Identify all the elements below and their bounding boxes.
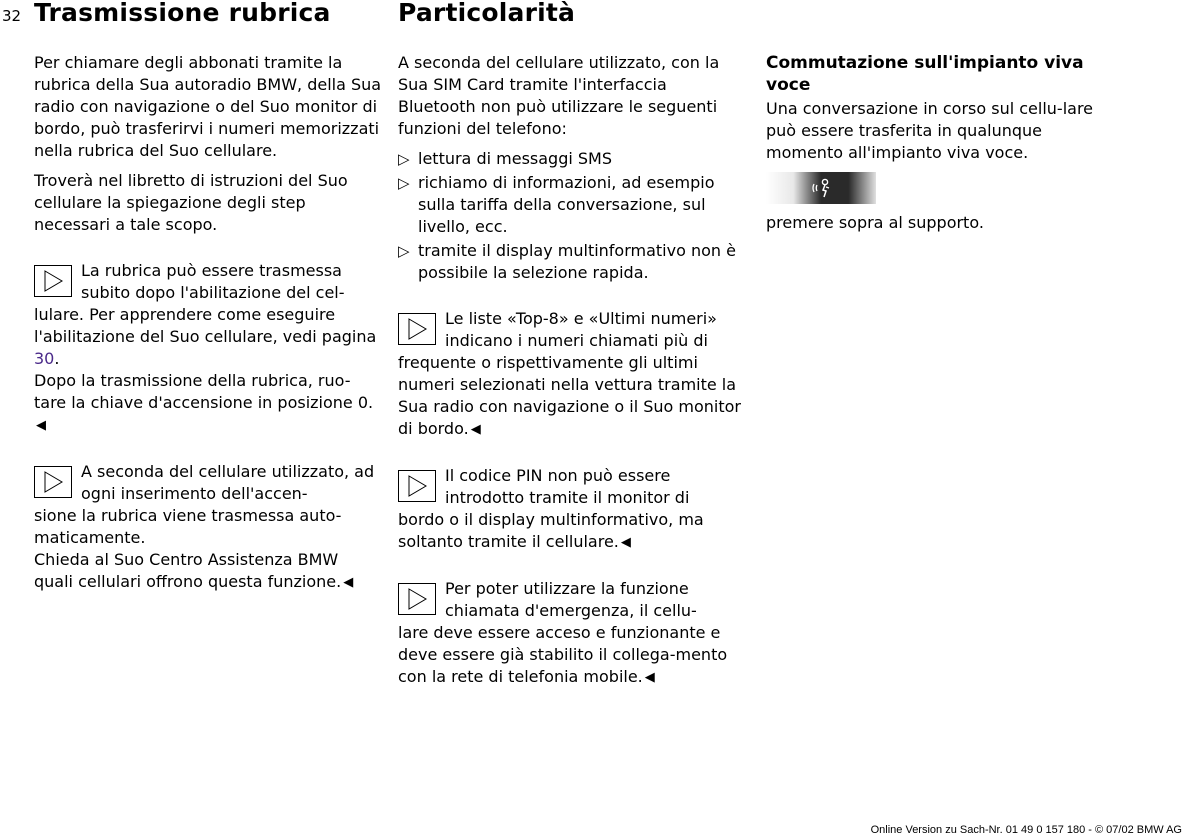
note-triangle-icon [398,583,436,615]
note-text: lare deve essere acceso e funzionante e deve essere già stabilito il collega-mento con la rete di telefonia mobile. ◀ [398,622,748,689]
talk-icon [810,176,834,200]
note-text: frequente o rispettivamente gli ultimi numeri selezionati nella vettura tramite la Sua radio con navigazione o il Suo monitor di bordo. ◀ [398,352,748,441]
footer-text: Online Version zu Sach-Nr. 01 49 0 157 180 - © 07/02 BMW AG [870,824,1182,836]
note-text: Il codice PIN non può essere introdotto tramite il monitor di [445,466,690,507]
end-mark-icon: ◀ [343,575,354,590]
bullet-list [398,148,748,284]
note-text: bordo o il display multinformativo, ma soltanto tramite il cellulare. ◀ [398,509,748,554]
note-text: Dopo la trasmissione della rubrica, ruo-tare la chiave d'accensione in posizione 0.◀ [34,370,382,437]
note-triangle-icon [398,313,436,345]
end-mark-icon: ◀ [470,422,481,437]
bullet-arrow-icon: ▷ [398,242,410,260]
note-block [34,461,382,594]
handsfree-button-image [766,172,876,204]
bullet-arrow-icon: ▷ [398,174,410,192]
left-column [34,52,382,594]
subsection-title: Commutazione sull'impianto viva voce [766,53,1084,95]
note-text: Per poter utilizzare la funzione chiamata d'emergenza, il cellu- [445,579,697,620]
note-triangle-icon [34,265,72,297]
note-text: Le liste «Top-8» e «Ultimi numeri» indicano i numeri chiamati più di [445,309,717,350]
note-block [398,578,748,689]
section-title-phonebook: Trasmissione rubrica [34,0,331,27]
note-block [398,308,748,441]
note-text: sione la rubrica viene trasmessa auto-maticamente. [34,506,342,547]
list-item: ▷ lettura di messaggi SMS [398,149,612,168]
paragraph: A seconda del cellulare utilizzato, con la Sua SIM Card tramite l'interfaccia Bluetooth non può utilizzare le seguenti funzioni del telefono: [398,53,720,138]
middle-column [398,52,748,689]
note-text: La rubrica può essere trasmessa subito dopo l'abilitazione del cel- [81,261,345,302]
page-number: 32 [2,7,22,25]
note-block [34,260,382,437]
note-triangle-icon [398,470,436,502]
paragraph: Per chiamare degli abbonati tramite la rubrica della Sua autoradio BMW, della Sua radio con navigazione o del Suo monitor di bordo, può trasferirvi i numeri memorizzati nella rubrica del Suo cellulare. [34,53,382,160]
end-mark-icon: ◀ [36,418,46,433]
note-text: Chieda al Suo Centro Assistenza BMW quali cellulari offrono questa funzione. ◀ [34,549,382,594]
paragraph: Troverà nel libretto di istruzioni del Suo cellulare la spiegazione degli step necessari a tale scopo. [34,171,348,234]
note-text: lulare. Per apprendere come eseguire l'abilitazione del Suo cellulare, vedi pagina 30. [34,305,377,368]
list-item: ▷ richiamo di informazioni, ad esempio sulla tariffa della conversazione, sul livello, ecc. [398,173,715,236]
note-block [398,465,748,554]
note-text: A seconda del cellulare utilizzato, ad ogni inserimento dell'accen- [81,462,375,503]
page-link[interactable]: 30 [34,349,55,368]
end-mark-icon: ◀ [620,535,631,550]
right-column [766,52,1111,242]
section-title-particulars: Particolarità [398,0,576,27]
bullet-arrow-icon: ▷ [398,150,410,168]
paragraph: Una conversazione in corso sul cellu-lare può essere trasferita in qualunque momento all'impianto viva voce. [766,99,1094,162]
end-mark-icon: ◀ [644,670,655,685]
note-triangle-icon [34,466,72,498]
list-item: ▷ tramite il display multinformativo non è possibile la selezione rapida. [398,241,736,282]
paragraph: premere sopra al supporto. [766,213,984,232]
